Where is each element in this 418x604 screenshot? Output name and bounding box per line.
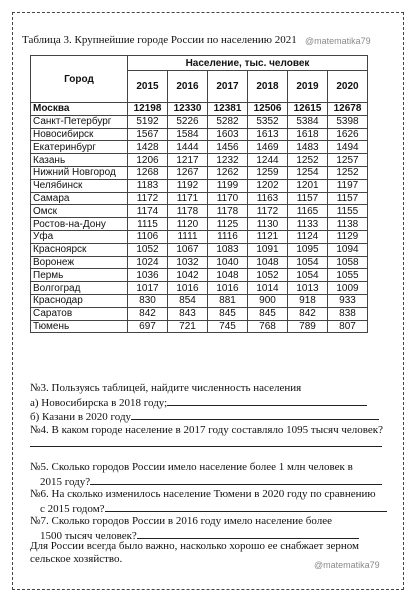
population-cell: 1120 — [168, 218, 208, 231]
population-table — [30, 55, 368, 333]
population-cell: 1626 — [328, 128, 368, 141]
population-cell: 1197 — [328, 179, 368, 192]
population-cell: 1111 — [168, 230, 208, 243]
city-name-cell: Пермь — [31, 269, 128, 282]
population-cell: 1183 — [128, 179, 168, 192]
year-header-2015: 2015 — [128, 71, 168, 103]
question-6: №6. На сколько изменилось население Тюмени в 2020 году по сравнению — [30, 488, 376, 501]
population-cell: 1267 — [168, 166, 208, 179]
question-3: №3. Пользуясь таблицей, найдите численность населения — [30, 382, 302, 394]
population-cell: 1155 — [328, 205, 368, 218]
table-row — [31, 294, 368, 307]
question-5: №5. Сколько городов России имело население более 1 млн человек в — [30, 460, 353, 473]
population-cell: 1009 — [328, 282, 368, 295]
table-row — [31, 154, 368, 167]
population-cell: 1017 — [128, 282, 168, 295]
population-cell: 721 — [168, 320, 208, 333]
table-row — [31, 103, 368, 116]
population-cell: 1024 — [128, 256, 168, 269]
year-header-2020: 2020 — [328, 71, 368, 103]
population-cell: 1202 — [248, 179, 288, 192]
population-cell: 1129 — [328, 230, 368, 243]
table-row — [31, 141, 368, 154]
population-cell: 1428 — [128, 141, 168, 154]
population-cell: 1603 — [208, 128, 248, 141]
city-name-cell: Саратов — [31, 307, 128, 320]
population-header: Население, тыс. человек — [128, 56, 368, 71]
answer-line-7[interactable] — [137, 528, 359, 539]
table-row — [31, 128, 368, 141]
population-cell: 881 — [208, 294, 248, 307]
population-cell: 12506 — [248, 103, 288, 116]
question-6-line2: с 2015 годом? — [40, 502, 105, 515]
footer-text: Для России всегда было важно, насколько хорошо ее снабжает зерном сельское хозяйство. — [30, 540, 359, 565]
city-name-cell: Красноярск — [31, 243, 128, 256]
population-cell: 1232 — [208, 154, 248, 167]
population-cell: 1095 — [288, 243, 328, 256]
population-cell: 1254 — [288, 166, 328, 179]
population-cell: 1613 — [248, 128, 288, 141]
population-cell: 1016 — [208, 282, 248, 295]
population-cell: 1201 — [288, 179, 328, 192]
population-cell: 1178 — [168, 205, 208, 218]
population-cell: 1567 — [128, 128, 168, 141]
population-cell: 1618 — [288, 128, 328, 141]
population-cell: 697 — [128, 320, 168, 333]
population-cell: 12198 — [128, 103, 168, 116]
answer-line-4-row — [30, 436, 392, 451]
population-cell: 830 — [128, 294, 168, 307]
question-3a-text: а) Новосибирска в 2018 году; — [30, 396, 168, 409]
population-cell: 5384 — [288, 115, 328, 128]
city-name-cell: Ростов-на-Дону — [31, 218, 128, 231]
population-cell: 1124 — [288, 230, 328, 243]
city-name-cell: Воронеж — [31, 256, 128, 269]
population-cell: 1244 — [248, 154, 288, 167]
city-name-cell: Санкт-Петербург — [31, 115, 128, 128]
question-3a — [30, 395, 392, 410]
question-3b — [30, 409, 392, 424]
year-header-2018: 2018 — [248, 71, 288, 103]
population-cell: 1252 — [328, 166, 368, 179]
population-cell: 768 — [248, 320, 288, 333]
city-name-cell: Челябинск — [31, 179, 128, 192]
population-cell: 1054 — [288, 256, 328, 269]
population-cell: 1048 — [208, 269, 248, 282]
question-4: №4. В каком городе население в 2017 году составляло 1095 тысяч человек? — [30, 423, 383, 436]
population-cell: 5192 — [128, 115, 168, 128]
population-cell: 1192 — [168, 179, 208, 192]
population-cell: 1133 — [288, 218, 328, 231]
population-cell: 1083 — [208, 243, 248, 256]
population-cell: 1094 — [328, 243, 368, 256]
year-header-2016: 2016 — [168, 71, 208, 103]
city-name-cell: Нижний Новгород — [31, 166, 128, 179]
population-cell: 1048 — [248, 256, 288, 269]
population-cell: 1456 — [208, 141, 248, 154]
table-row — [31, 320, 368, 333]
population-cell: 1199 — [208, 179, 248, 192]
table-caption: Таблица 3. Крупнейшие городе России по населению 2021 — [22, 34, 297, 46]
population-cell: 933 — [328, 294, 368, 307]
questions-block — [30, 382, 392, 543]
table-row — [31, 115, 368, 128]
table-row — [31, 269, 368, 282]
city-name-cell: Тюмень — [31, 320, 128, 333]
city-column-header: Город — [31, 56, 128, 103]
answer-line-4[interactable] — [30, 436, 382, 447]
answer-line-5[interactable] — [90, 474, 382, 485]
city-name-cell: Москва — [31, 103, 128, 116]
population-cell: 1032 — [168, 256, 208, 269]
population-cell: 1165 — [288, 205, 328, 218]
population-cell: 838 — [328, 307, 368, 320]
population-cell: 1178 — [208, 205, 248, 218]
population-cell: 1469 — [248, 141, 288, 154]
population-cell: 1172 — [248, 205, 288, 218]
question-7-line2: 1500 тысяч человек? — [40, 529, 137, 542]
answer-line-3b[interactable] — [131, 409, 379, 420]
question-3b-text: б) Казани в 2020 году — [30, 411, 132, 424]
population-cell: 843 — [168, 307, 208, 320]
population-cell: 12678 — [328, 103, 368, 116]
population-cell: 1054 — [288, 269, 328, 282]
population-cell: 1252 — [288, 154, 328, 167]
table-body — [31, 103, 368, 333]
table-row — [31, 179, 368, 192]
population-cell: 1259 — [248, 166, 288, 179]
population-cell: 1163 — [248, 192, 288, 205]
population-cell: 1483 — [288, 141, 328, 154]
population-cell: 918 — [288, 294, 328, 307]
population-cell: 1115 — [128, 218, 168, 231]
population-cell: 1157 — [328, 192, 368, 205]
population-cell: 1036 — [128, 269, 168, 282]
population-cell: 789 — [288, 320, 328, 333]
population-cell: 1217 — [168, 154, 208, 167]
watermark-bottom: @matematika79 — [314, 560, 380, 570]
population-cell: 1171 — [168, 192, 208, 205]
spacer — [30, 451, 392, 461]
table-row — [31, 192, 368, 205]
population-cell: 1268 — [128, 166, 168, 179]
city-name-cell: Новосибирск — [31, 128, 128, 141]
table-row — [31, 282, 368, 295]
population-cell: 842 — [288, 307, 328, 320]
population-cell: 845 — [208, 307, 248, 320]
city-name-cell: Самара — [31, 192, 128, 205]
table-row — [31, 205, 368, 218]
population-cell: 1052 — [128, 243, 168, 256]
answer-line-3a[interactable] — [167, 395, 367, 406]
population-cell: 5398 — [328, 115, 368, 128]
population-cell: 1262 — [208, 166, 248, 179]
population-cell: 12381 — [208, 103, 248, 116]
table-row — [31, 243, 368, 256]
population-cell: 1121 — [248, 230, 288, 243]
question-5-line2: 2015 году? — [40, 475, 91, 488]
population-cell: 745 — [208, 320, 248, 333]
watermark-top: @matematika79 — [305, 36, 371, 46]
population-cell: 1174 — [128, 205, 168, 218]
population-cell: 12615 — [288, 103, 328, 116]
population-cell: 1494 — [328, 141, 368, 154]
population-cell: 5352 — [248, 115, 288, 128]
population-cell: 1157 — [288, 192, 328, 205]
population-cell: 1052 — [248, 269, 288, 282]
population-cell: 5282 — [208, 115, 248, 128]
population-cell: 1257 — [328, 154, 368, 167]
population-cell: 854 — [168, 294, 208, 307]
population-cell: 1055 — [328, 269, 368, 282]
population-cell: 1130 — [248, 218, 288, 231]
population-cell: 900 — [248, 294, 288, 307]
population-cell: 1067 — [168, 243, 208, 256]
answer-line-6[interactable] — [105, 501, 387, 512]
population-cell: 1016 — [168, 282, 208, 295]
population-cell: 1042 — [168, 269, 208, 282]
population-cell: 1584 — [168, 128, 208, 141]
population-cell: 1172 — [128, 192, 168, 205]
table-row — [31, 230, 368, 243]
population-cell: 807 — [328, 320, 368, 333]
table-row — [31, 218, 368, 231]
table-row — [31, 307, 368, 320]
city-name-cell: Казань — [31, 154, 128, 167]
population-cell: 842 — [128, 307, 168, 320]
population-cell: 1013 — [288, 282, 328, 295]
population-cell: 5226 — [168, 115, 208, 128]
population-cell: 1138 — [328, 218, 368, 231]
city-name-cell: Уфа — [31, 230, 128, 243]
population-cell: 1206 — [128, 154, 168, 167]
city-name-cell: Омск — [31, 205, 128, 218]
population-cell: 1125 — [208, 218, 248, 231]
table-row — [31, 256, 368, 269]
question-6-cont — [30, 501, 392, 516]
population-cell: 1444 — [168, 141, 208, 154]
population-cell: 1040 — [208, 256, 248, 269]
table-row — [31, 166, 368, 179]
city-name-cell: Краснодар — [31, 294, 128, 307]
question-7: №7. Сколько городов России в 2016 году имело население более — [30, 515, 332, 528]
population-cell: 1058 — [328, 256, 368, 269]
city-name-cell: Екатеринбург — [31, 141, 128, 154]
year-header-2017: 2017 — [208, 71, 248, 103]
city-name-cell: Волгоград — [31, 282, 128, 295]
population-cell: 1116 — [208, 230, 248, 243]
year-header-2019: 2019 — [288, 71, 328, 103]
population-cell: 1170 — [208, 192, 248, 205]
question-5-cont — [30, 474, 392, 489]
population-cell: 1091 — [248, 243, 288, 256]
population-cell: 1106 — [128, 230, 168, 243]
population-cell: 12330 — [168, 103, 208, 116]
population-cell: 845 — [248, 307, 288, 320]
population-cell: 1014 — [248, 282, 288, 295]
